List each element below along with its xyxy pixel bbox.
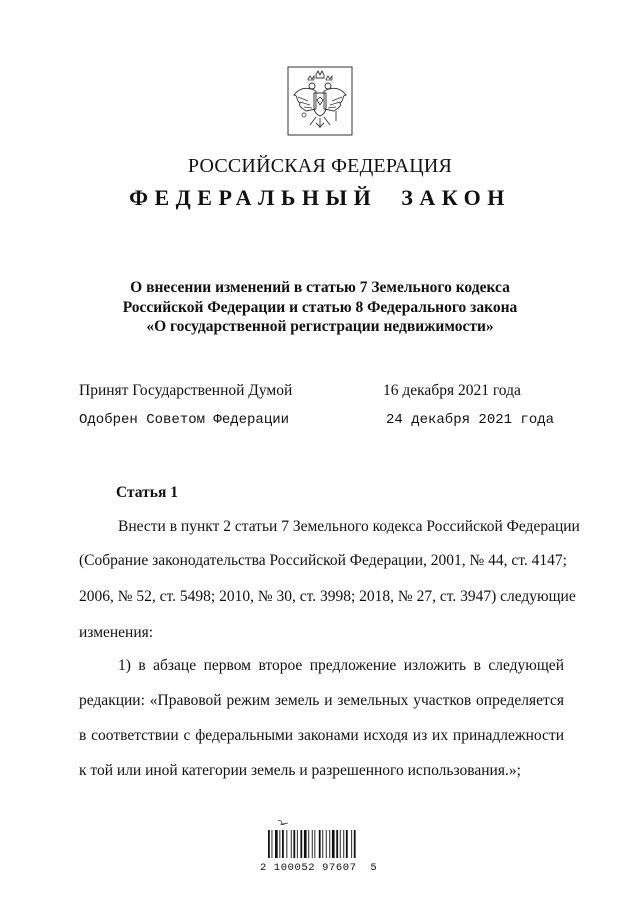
barcode-icon — [262, 818, 372, 860]
article-line: 1) в абзаце первом второе предложение изложить в следующей — [118, 657, 564, 674]
country-title: РОССИЙСКАЯ ФЕДЕРАЦИЯ — [187, 155, 453, 177]
article-line: 2006, № 52, ст. 5498; 2010, № 30, ст. 3998; 2018, № 27, ст. 3947) следующие — [79, 588, 576, 605]
article-line: (Собрание законодательства Российской Федерации, 2001, № 44, ст. 4147; — [79, 552, 567, 569]
subject-line: О внесении изменений в статью 7 Земельного кодекса — [130, 279, 510, 296]
article-line: изменения: — [79, 624, 154, 641]
barcode-number: 2 100052 97607 5 — [260, 862, 378, 874]
article-line: Внести в пункт 2 статьи 7 Земельного кодекса Российской Федерации — [118, 518, 580, 535]
law-subject — [60, 278, 580, 337]
state-emblem-icon — [286, 65, 354, 137]
adoption-council-label: Одобрен Советом Федерации — [79, 412, 290, 428]
article-line: в соответствии с федеральными законами исходя из их принадлежности — [79, 727, 564, 744]
document-type-title: ФЕДЕРАЛЬНЫЙ ЗАКОН — [129, 185, 511, 210]
article-heading: Статья 1 — [116, 484, 178, 501]
adoption-duma-label: Принят Государственной Думой — [79, 382, 293, 399]
subject-line: «О государственной регистрации недвижимости» — [146, 318, 494, 335]
subject-line: Российской Федерации и статью 8 Федерального закона — [122, 298, 518, 316]
article-line: к той или иной категории земель и разрешенного использования.»; — [79, 762, 521, 779]
article-line: редакции: «Правовой режим земель и земельных участков определяется — [79, 692, 564, 709]
adoption-duma-date: 16 декабря 2021 года — [383, 382, 521, 399]
adoption-council-date: 24 декабря 2021 года — [386, 412, 555, 428]
